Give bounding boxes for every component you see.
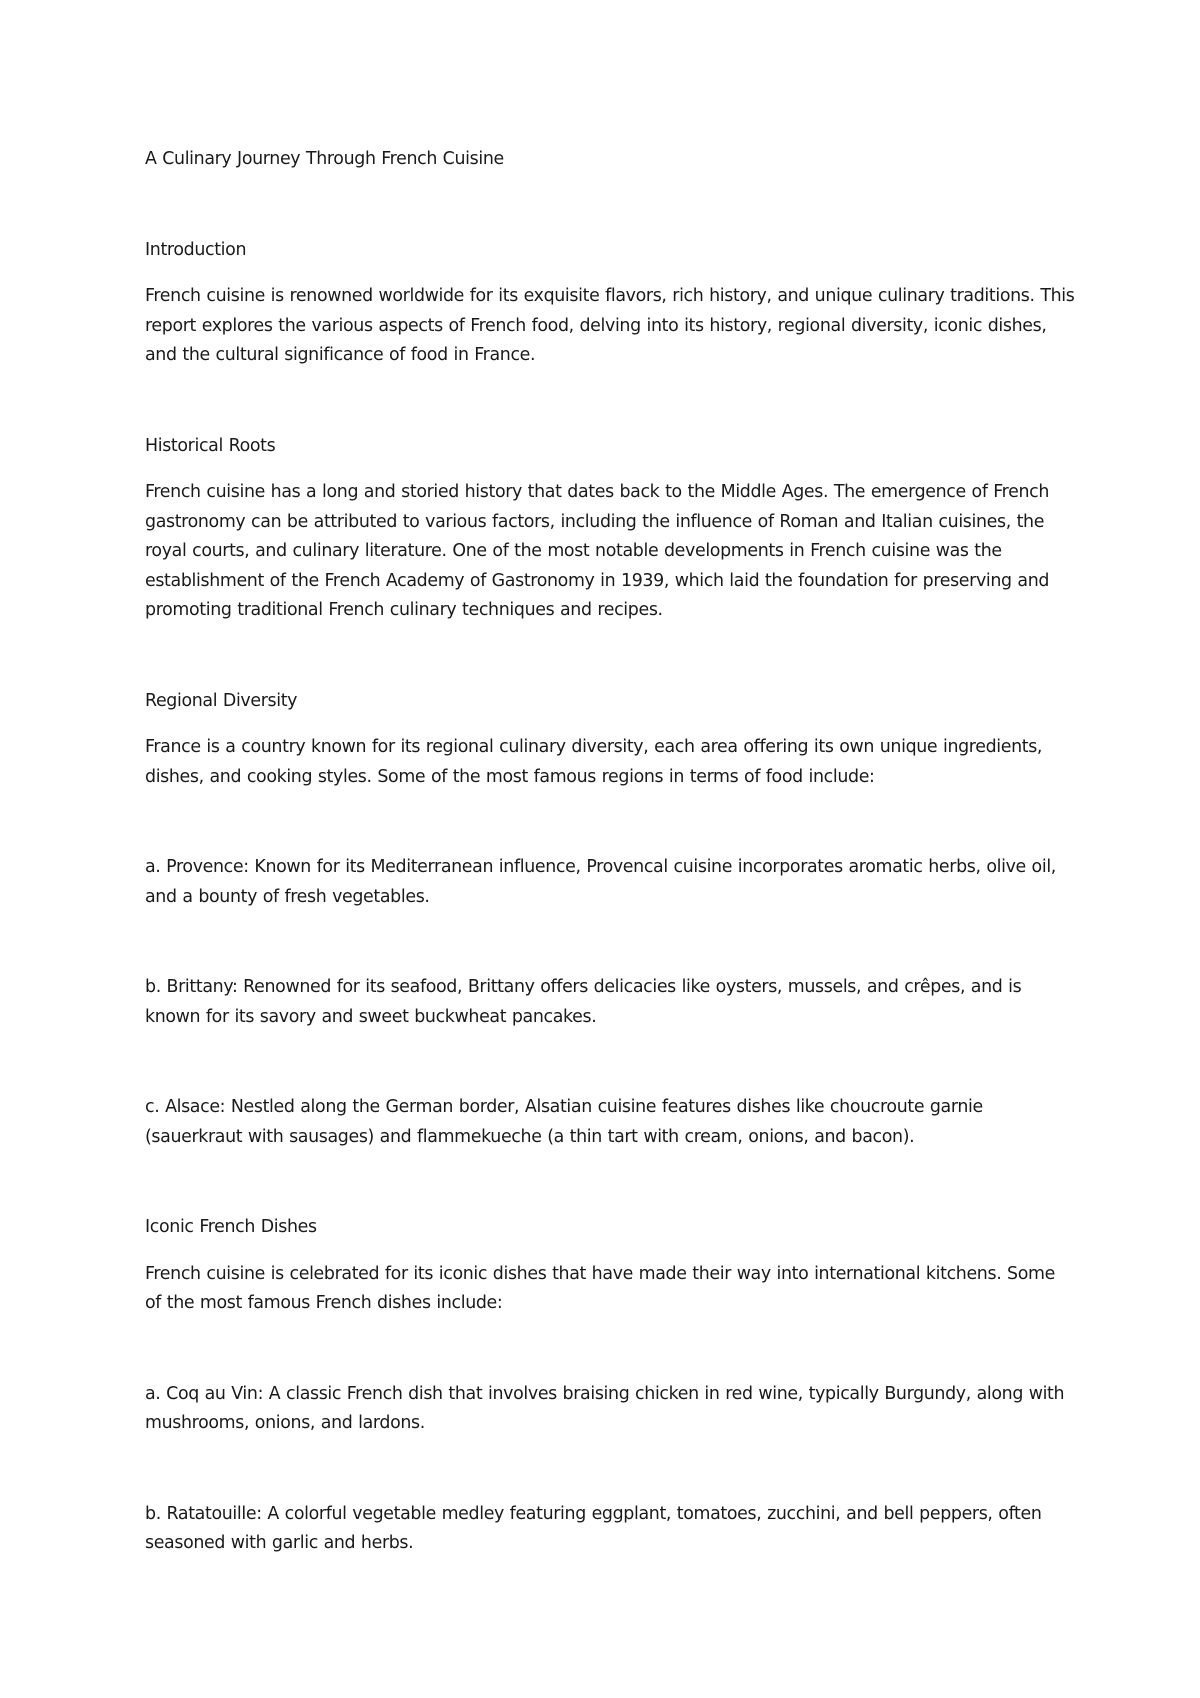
dish-item-ratatouille: b. Ratatouille: A colorful vegetable medley featuring eggplant, tomatoes, zucchini, and bell peppers, often seasoned with garlic and herbs.	[145, 1503, 1042, 1553]
document-title: A Culinary Journey Through French Cuisine	[145, 149, 504, 169]
regional-item-brittany: b. Brittany: Renowned for its seafood, Brittany offers delicacies like oysters, mussels, and crêpes, and is known for its savory and sweet buckwheat pancakes.	[145, 977, 1022, 1027]
introduction-paragraph: French cuisine is renowned worldwide for its exquisite flavors, rich history, and unique culinary traditions. This report explores the various aspects of French food, delving into its history, regional diversity, iconic dishes, and the cultural significance of food in France.	[145, 286, 1075, 365]
iconic-dishes-paragraph: French cuisine is celebrated for its iconic dishes that have made their way into international kitchens. Some of the most famous French dishes include:	[145, 1263, 1055, 1313]
historical-roots-heading: Historical Roots	[145, 435, 276, 456]
document-body	[145, 145, 1075, 1559]
historical-roots-paragraph: French cuisine has a long and storied history that dates back to the Middle Ages. The emergence of French gastronomy can be attributed to various factors, including the influence of Roman and Italian cuisines, the royal courts, and culinary literature. One of the most notable developments in French cuisine was the establishment of the French Academy of Gastronomy in 1939, which laid the foundation for preserving and promoting traditional French culinary techniques and recipes.	[145, 482, 1050, 620]
iconic-dishes-heading: Iconic French Dishes	[145, 1217, 317, 1237]
regional-diversity-heading: Regional Diversity	[145, 690, 298, 711]
regional-diversity-paragraph: France is a country known for its regional culinary diversity, each area offering its own unique ingredients, dishes, and cooking styles. Some of the most famous regions in terms of food include:	[145, 737, 1043, 787]
regional-item-provence: a. Provence: Known for its Mediterranean influence, Provencal cuisine incorporates aromatic herbs, olive oil, and a bounty of fresh vegetables.	[145, 857, 1056, 907]
introduction-heading: Introduction	[145, 239, 247, 260]
dish-item-coq-au-vin: a. Coq au Vin: A classic French dish that involves braising chicken in red wine, typically Burgundy, along with mushrooms, onions, and lardons.	[145, 1383, 1065, 1433]
regional-item-alsace: c. Alsace: Nestled along the German border, Alsatian cuisine features dishes like choucroute garnie (sauerkraut with sausages) and flammekueche (a thin tart with cream, onions, and bacon).	[145, 1097, 983, 1147]
